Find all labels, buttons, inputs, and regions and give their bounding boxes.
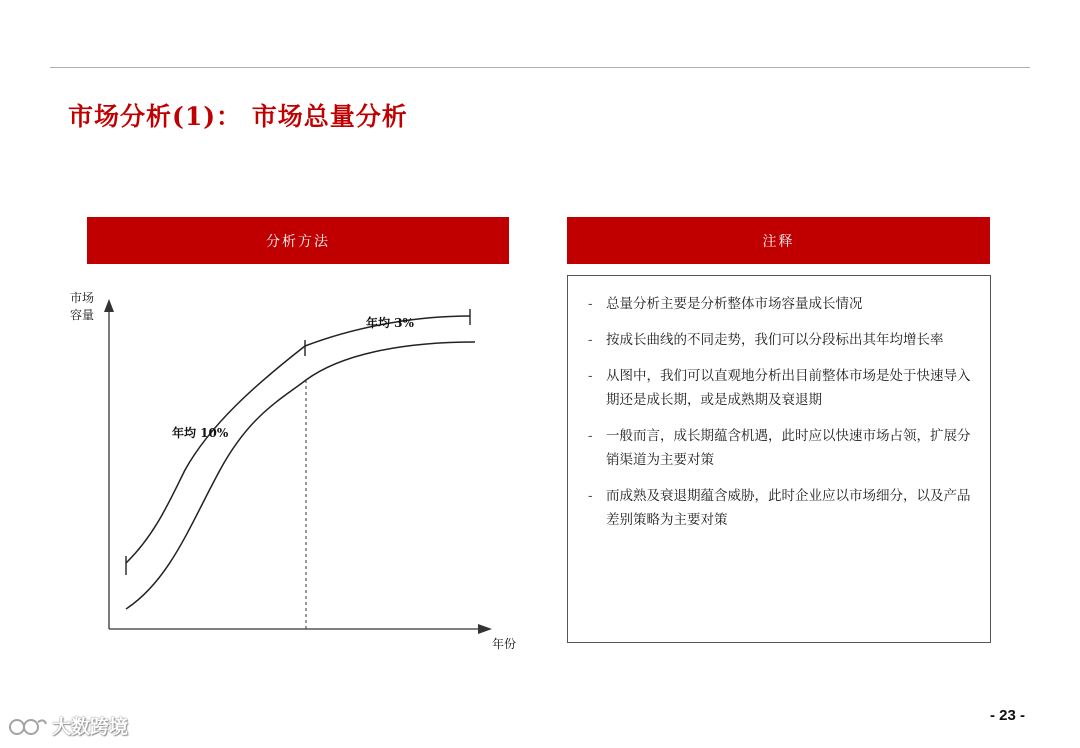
page-title: 市场分析(1)： 市场总量分析 (68, 102, 408, 131)
notes-box (567, 275, 991, 643)
x-axis-label: 年份 (492, 637, 517, 651)
growth-rate-annotation: 年均 10% (172, 426, 229, 440)
growth-segment-curve (126, 346, 305, 563)
bullet-dash: - (588, 488, 593, 504)
note-item (588, 328, 978, 352)
note-text: 而成熟及衰退期蕴含威胁，此时企业应以市场细分，以及产品差别策略为主要对策 (606, 488, 971, 528)
note-item (588, 484, 978, 532)
analysis-method-header: 分析方法 (87, 217, 509, 264)
note-text: 总量分析主要是分析整体市场容量成长情况 (606, 296, 863, 312)
bullet-dash: - (588, 368, 593, 384)
bullet-dash: - (588, 296, 593, 312)
watermark-text: 大数跨境 (52, 716, 129, 738)
watermark-logo-icon (8, 714, 48, 738)
note-item (588, 292, 978, 316)
note-text: 从图中，我们可以直观地分析出目前整体市场是处于快速导入期还是成长期，或是成熟期及衰退期 (606, 368, 971, 408)
growth-curve-diagram (60, 280, 540, 660)
y-axis-label-line1: 市场 (70, 291, 95, 305)
bullet-dash: - (588, 428, 593, 444)
y-axis-label-line2: 容量 (70, 308, 95, 322)
market-size-curve (126, 342, 475, 609)
note-item (588, 424, 978, 472)
bullet-dash: - (588, 332, 593, 348)
note-text: 按成长曲线的不同走势，我们可以分段标出其年均增长率 (606, 332, 944, 348)
note-item (588, 364, 978, 412)
notes-list (588, 292, 978, 544)
x-axis-arrow (478, 624, 492, 634)
top-divider (50, 67, 1030, 68)
page-number: - 23 - (990, 707, 1026, 724)
watermark (8, 712, 128, 739)
y-axis-arrow (104, 299, 114, 312)
note-text: 一般而言，成长期蕴含机遇，此时应以快速市场占领，扩展分销渠道为主要对策 (606, 428, 971, 468)
mature-rate-annotation: 年均 3% (366, 316, 414, 330)
notes-header: 注释 (567, 217, 990, 264)
